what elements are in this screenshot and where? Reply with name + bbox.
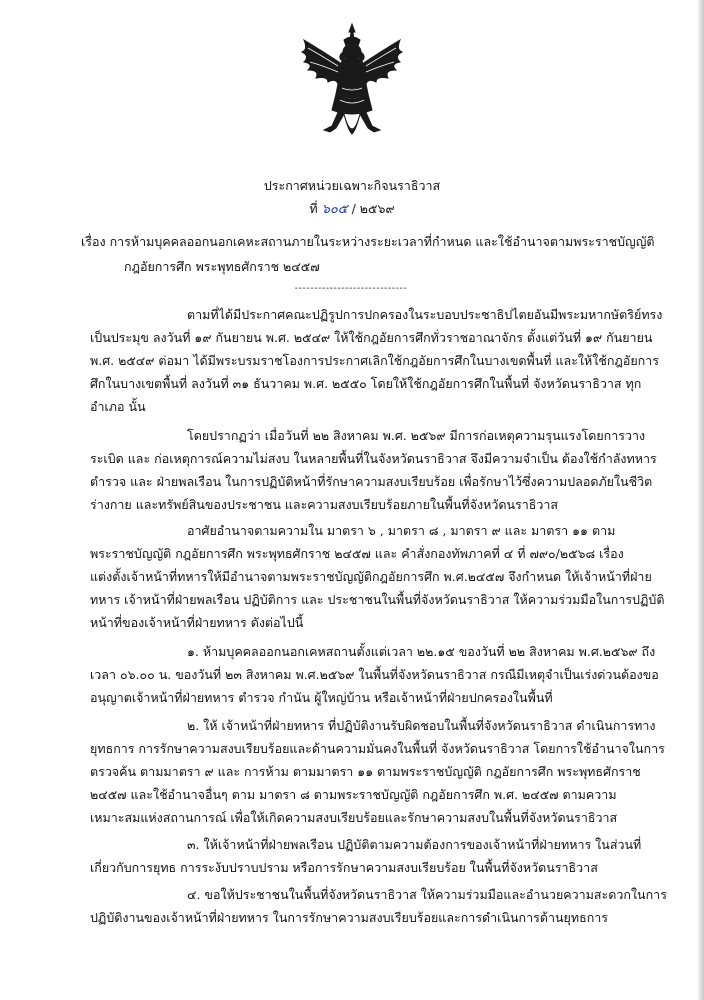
body-line: พ.ศ. ๒๕๔๙ ต่อมา ได้มีพระบรมราชโองการประกาศเลิกใช้กฎอัยการศึกในบางเขตพื้นที่ และให้ใช้กฎอัยการ [90, 353, 659, 368]
body-line: ๓. ให้เจ้าหน้าที่ฝ่ายพลเรือน ปฏิบัติตามความต้องการของเจ้าหน้าที่ฝ่ายทหาร ในส่วนที่ [187, 837, 642, 852]
body-line: ร่างกาย และทรัพย์สินของประชาชน และความสงบเรียบร้อยภายในพื้นที่จังหวัดนราธิวาส [90, 497, 559, 512]
announcer-title: ประกาศหน่วยเฉพาะกิจนราธิวาส [263, 178, 441, 193]
body-line: ระเบิด และ ก่อเหตุการณ์ความไม่สงบ ในหลายพื้นที่ในจังหวัดนราธิวาส จึงมีความจำเป็น ต้องใช้กำลังทหาร [90, 451, 657, 466]
subject-line-2: กฎอัยการศึก พระพุทธศักราช ๒๔๕๗ [124, 259, 320, 274]
page-edge-shadow [698, 0, 704, 1000]
body-line: พระราชบัญญัติ กฎอัยการศึก พระพุทธศักราช ๒๔๕๗ และ คำสั่งกองทัพภาคที่ ๔ ที่ ๗๙๐/๒๕๖๘ เรื่อง [90, 546, 624, 561]
header-divider: ----------------------------- [294, 283, 408, 294]
body-line: ทหาร เจ้าหน้าที่ฝ่ายพลเรือน ปฏิบัติการ และ ประชาชนในพื้นที่จังหวัดนราธิวาส ให้ความร่วมมือในการปฏิบัติ [90, 592, 665, 607]
body-line: เวลา ๐๖.๐๐ น. ของวันที่ ๒๓ สิงหาคม พ.ศ.๒๕๖๙ ในพื้นที่จังหวัดนราธิวาส กรณีมีเหตุจำเป็นเร่งด่วนต้องขอ [90, 667, 659, 682]
body-line: เกี่ยวกับการยุทธ การระงับปราบปราม หรือการรักษาความสงบเรียบร้อย ในพื้นที่จังหวัดนราธิวาส [90, 860, 598, 875]
number-suffix: / ๒๕๖๙ [351, 201, 395, 216]
body-line: อำเภอ นั้น [90, 399, 146, 414]
announcement-number [0, 200, 704, 219]
body-line: ตรวจค้น ตามมาตรา ๙ และ การห้าม ตามมาตรา ๑๑ ตามพระราชบัญญัติ กฎอัยการศึก พระพุทธศักราช [90, 764, 641, 779]
number-prefix: ที่ [309, 201, 318, 216]
body-line: ตำรวจ และ ฝ่ายพลเรือน ในการปฏิบัติหน้าที่รักษาความสงบเรียบร้อย เพื่อรักษาไว้ซึ่งความปลอดภัยในชีวิต [90, 474, 653, 489]
body-line: โดยปรากฏว่า เมื่อวันที่ ๒๒ สิงหาคม พ.ศ. ๒๕๖๙ มีการก่อเหตุความรุนแรงโดยการวาง [187, 428, 646, 443]
body-line: ตามที่ได้มีประกาศคณะปฏิรูปการปกครองในระบอบประชาธิปไตยอันมีพระมหากษัตริย์ทรง [187, 307, 663, 322]
body-line: ๒. ให้ เจ้าหน้าที่ฝ่ายทหาร ที่ปฏิบัติงานรับผิดชอบในพื้นที่จังหวัดนราธิวาส ดำเนินการทาง [187, 718, 656, 733]
body-line: ศึกในบางเขตพื้นที่ ลงวันที่ ๓๑ ธันวาคม พ.ศ. ๒๕๕๐ โดยให้ใช้กฎอัยการศึกในพื้นที่ จังหวัดนราธิวาส ทุก [90, 376, 642, 391]
garuda-emblem-icon [294, 22, 410, 150]
body-line: ปฏิบัติงานของเจ้าหน้าที่ฝ่ายทหาร ในการรักษาความสงบเรียบร้อยและการดำเนินการด้านยุทธการ [90, 910, 609, 925]
body-line: ๑. ห้ามบุคคลออกนอกเคหสถานตั้งแต่เวลา ๒๒.๑๕ ของวันที่ ๒๒ สิงหาคม พ.ศ.๒๕๖๙ ถึง [187, 644, 656, 659]
number-handwritten: ๖๐๕ [321, 202, 348, 217]
body-line: หน้าที่ของเจ้าหน้าที่ฝ่ายทหาร ดังต่อไปนี้ [90, 615, 304, 630]
body-line: เหมาะสมแห่งสถานการณ์ เพื่อให้เกิดความสงบเรียบร้อยและรักษาความสงบในพื้นที่จังหวัดนราธิวาส [90, 810, 618, 825]
subject-line-1: เรื่อง การห้ามบุคคลออกนอกเคหะสถานภายในระหว่างระยะเวลาที่กำหนด และใช้อำนาจตามพระราชบัญญัติ [81, 234, 655, 249]
body-line: ยุทธการ การรักษาความสงบเรียบร้อยและด้านความมั่นคงในพื้นที่ จังหวัดนราธิวาส โดยการใช้อำนาจในการ [90, 741, 665, 756]
body-line: ๒๔๕๗ และใช้อำนาจอื่นๆ ตาม มาตรา ๘ ตามพระราชบัญญัติ กฎอัยการศึก พ.ศ. ๒๔๕๗ ตามความ [90, 787, 617, 802]
body-line: อาศัยอำนาจตามความใน มาตรา ๖ , มาตรา ๘ , มาตรา ๙ และ มาตรา ๑๑ ตาม [187, 523, 616, 538]
body-line: ๔. ขอให้ประชาชนในพื้นที่จังหวัดนราธิวาส ให้ความร่วมมือและอำนวยความสะดวกในการ [187, 887, 667, 902]
body-line: เป็นประมุข ลงวันที่ ๑๙ กันยายน พ.ศ. ๒๕๔๙ ให้ใช้กฎอัยการศึกทั่วราชอาณาจักร ตั้งแต่วันที่ ๑๙ กันยายน [90, 330, 653, 345]
body-line: แต่งตั้งเจ้าหน้าที่ทหารให้มีอำนาจตามพระราชบัญญัติกฎอัยการศึก พ.ศ.๒๔๕๗ จึงกำหนด ให้เจ้าหน้าที่ฝ่าย [90, 569, 652, 584]
body-line: อนุญาตเจ้าหน้าที่ฝ่ายทหาร ตำรวจ กำนัน ผู้ใหญ่บ้าน หรือเจ้าหน้าที่ฝ่ายปกครองในพื้นที่ [90, 690, 553, 705]
